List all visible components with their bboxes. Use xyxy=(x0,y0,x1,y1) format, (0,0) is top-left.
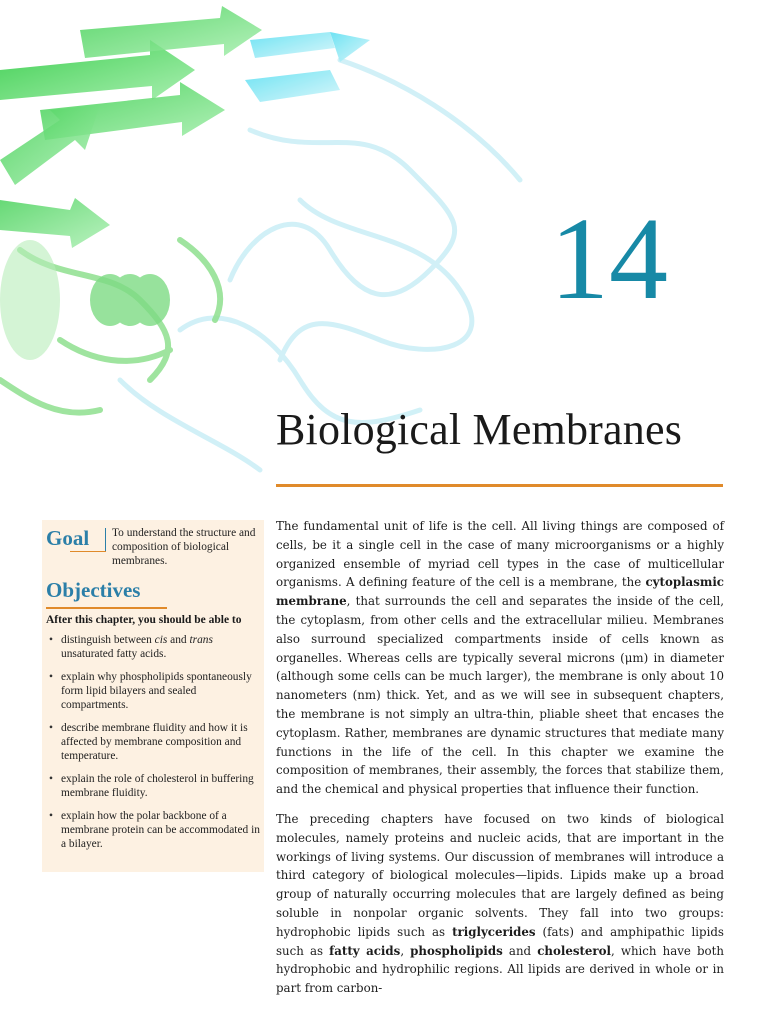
objectives-sidebar xyxy=(42,520,264,872)
chapter-body xyxy=(276,517,724,1009)
chapter-title: Biological Membranes xyxy=(276,405,683,454)
body-paragraph-2: The preceding chapters have focused on two kinds of biological molecules, namely proteins and nucleic acids, that are important in the workings of living systems. Our discussion of membranes will introduce a third category of biological molecules—lipids. Lipids make up a broad group of naturally occurring molecules that are largely defined as being soluble in nonpolar organic solvents. They fall into two groups: hydrophobic lipids such as triglycerides (fats) and amphipathic lipids such as fatty acids, phospholipids and cholesterol, which have both hydrophobic and hydrophilic regions. All lipids are derived in whole or in part from carbon- xyxy=(276,811,724,996)
objective-item: • describe membrane fluidity and how it is affected by membrane composition and temperature. xyxy=(46,721,260,763)
goal-label: Goal xyxy=(46,526,90,550)
objective-item: • explain why phospholipids spontaneously form lipid bilayers and sealed compartments. xyxy=(46,670,260,712)
goal-row xyxy=(42,520,264,574)
objectives-intro: After this chapter, you should be able to xyxy=(46,614,242,626)
goal-divider xyxy=(105,528,106,552)
goal-text: To understand the structure and composition of biological membranes. xyxy=(112,527,256,567)
objective-item: • explain the role of cholesterol in buffering membrane fluidity. xyxy=(46,772,260,800)
objectives-list xyxy=(46,633,260,860)
objectives-rule xyxy=(46,607,167,609)
chapter-number: 14 xyxy=(550,193,668,324)
objective-item: • explain how the polar backbone of a membrane protein can be accommodated in a bilayer. xyxy=(46,809,260,851)
body-paragraph-1: The fundamental unit of life is the cell. All living things are composed of cells, be it a single cell in the case of many microorganisms or a highly organized ensemble of myriad cell types in the case of multicellular organisms. A defining feature of the cell is a membrane, the cytoplasmic membrane, that surrounds the cell and separates the inside of the cell, the cytoplasm, from other cells and the extracellular milieu. Membranes also surround specialized compartments inside of cells known as organelles. Whereas cells are typically several microns (μm) in diameter (although some cells can be much larger), the membrane is only about 10 nanometers (nm) thick. Yet, and as we will see in subsequent chapters, the membrane is not simply an ultra-thin, pliable sheet that encases the cytoplasm. Rather, membranes are dynamic structures that mediate many functions in the life of the cell. In this chapter we examine the composition of membranes, their assembly, the forces that stabilize them, and the chemical and physical properties that influence their function. xyxy=(276,519,724,797)
goal-underline xyxy=(70,551,106,552)
objectives-heading: Objectives xyxy=(46,578,141,602)
objective-item: • distinguish between cis and trans unsaturated fatty acids. xyxy=(46,633,260,661)
title-rule xyxy=(276,484,723,487)
